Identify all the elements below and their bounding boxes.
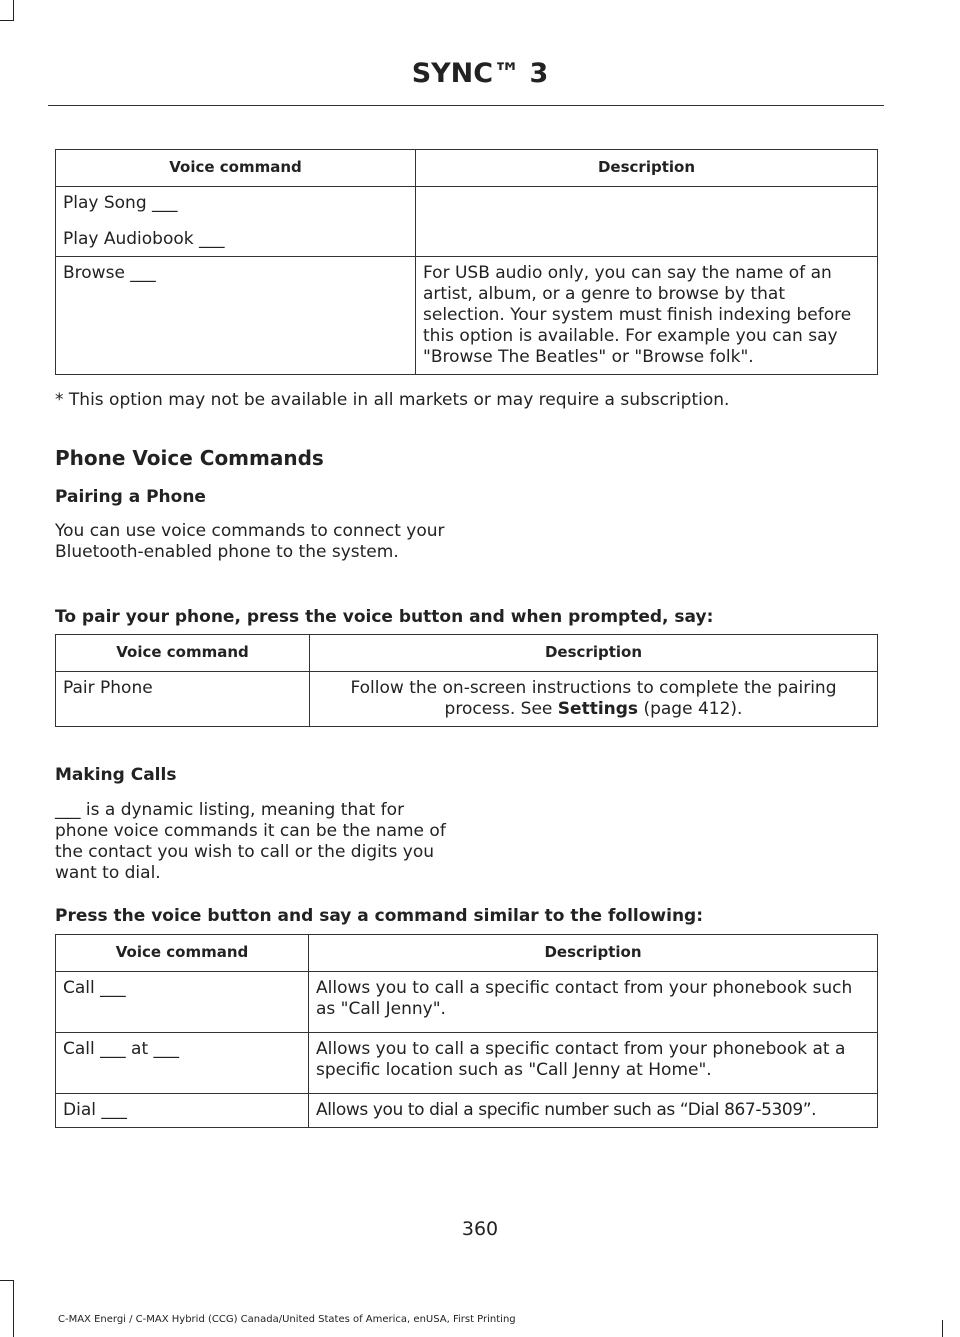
page-header-title: SYNC™ 3 [411, 58, 549, 89]
header-divider [48, 105, 884, 106]
column-header-command: Voice command [56, 150, 416, 187]
calls-body: ___ is a dynamic listing, meaning that for phone voice commands it can be the name of the contact you wish to call or the digits you want to dial. [55, 800, 446, 883]
command-cell: Call ___ [56, 972, 309, 1033]
command-cell: Dial ___ [56, 1094, 309, 1128]
command-text: Browse ___ [63, 263, 156, 283]
call-commands-table [55, 934, 878, 1128]
command-text: Play Audiobook ___ [63, 229, 225, 249]
pairing-body: You can use voice commands to connect your Bluetooth-enabled phone to the system. [55, 521, 445, 562]
table-row [56, 187, 878, 257]
command-text: Play Song ___ [63, 193, 178, 213]
column-header-command: Voice command [56, 935, 309, 972]
description-cell [416, 187, 878, 257]
crop-mark [0, 1280, 14, 1281]
table-header-row [56, 150, 878, 187]
pairing-instruction: To pair your phone, press the voice button and when prompted, say: [55, 607, 714, 627]
description-cell: For USB audio only, you can say the name of an artist, album, or a genre to browse by that selection. Your system must finish indexing before this option is available. For example you can say "Browse The Beatles" or "Browse folk". [416, 257, 878, 375]
page-number: 360 [461, 1218, 499, 1240]
column-header-description: Description [416, 150, 878, 187]
table-row [56, 257, 878, 375]
column-header-description: Description [309, 935, 878, 972]
table-row [56, 1094, 878, 1128]
footnote: * This option may not be available in all markets or may require a subscription. [55, 390, 730, 410]
crop-mark [942, 1320, 943, 1337]
footer-info: C-MAX Energi / C-MAX Hybrid (CCG) Canada/United States of America, enUSA, First Printing [58, 1314, 516, 1325]
subsection-title-pairing: Pairing a Phone [55, 487, 206, 507]
crop-mark [13, 0, 14, 20]
description-cell: Allows you to dial a specific number such as “Dial 867-5309”. [309, 1094, 878, 1128]
description-text: Follow the on-screen instructions to complete the pairing process. See [350, 678, 837, 719]
description-cell: Allows you to call a specific contact from your phonebook at a specific location such as "Call Jenny at Home". [309, 1033, 878, 1094]
settings-link[interactable]: Settings [557, 699, 639, 719]
description-text: (page 412). [638, 699, 743, 719]
calls-instruction: Press the voice button and say a command similar to the following: [55, 906, 704, 926]
media-commands-table [55, 149, 878, 375]
section-title: Phone Voice Commands [55, 446, 324, 470]
column-header-command: Voice command [56, 635, 310, 672]
column-header-description: Description [310, 635, 878, 672]
table-row [56, 672, 878, 727]
table-header-row [56, 635, 878, 672]
description-cell: Allows you to call a specific contact from your phonebook such as "Call Jenny". [309, 972, 878, 1033]
crop-mark [0, 20, 14, 21]
subsection-title-calls: Making Calls [55, 765, 177, 785]
table-row [56, 1033, 878, 1094]
pair-phone-table [55, 634, 878, 727]
table-header-row [56, 935, 878, 972]
crop-mark [13, 1280, 14, 1337]
command-cell [56, 257, 416, 375]
description-cell [310, 672, 878, 727]
command-cell: Call ___ at ___ [56, 1033, 309, 1094]
table-row [56, 972, 878, 1033]
command-cell [56, 187, 416, 257]
command-cell: Pair Phone [56, 672, 310, 727]
